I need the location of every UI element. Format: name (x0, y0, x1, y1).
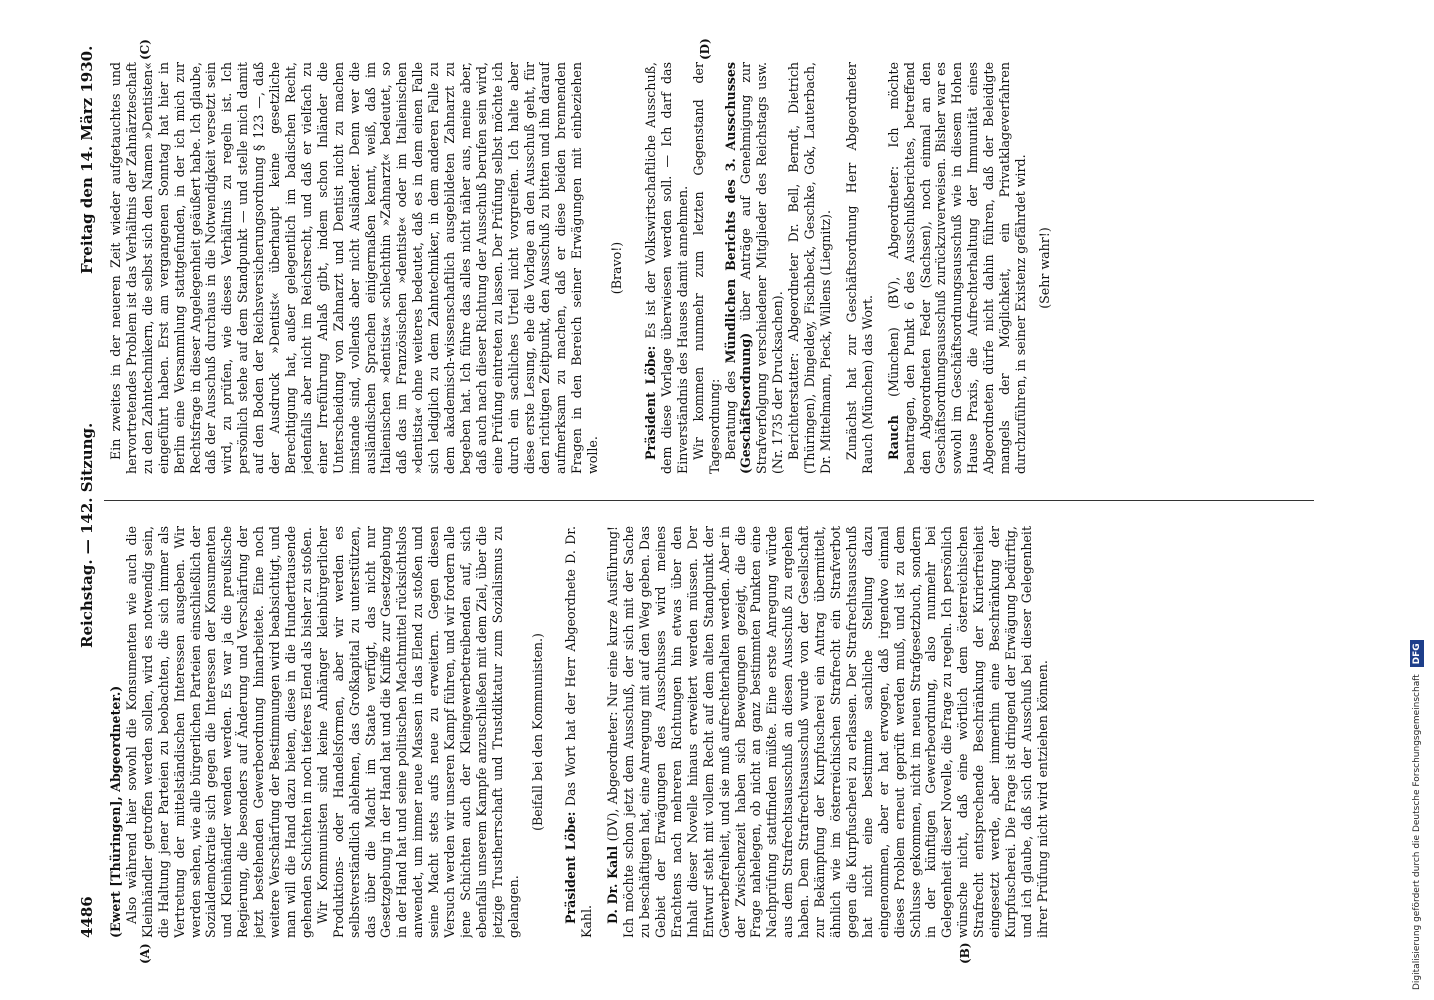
paragraph: Wir kommen nunmehr zum letzten Gegenstand der Tagesordnung: (690, 62, 722, 474)
speaker-name: Rauch (885, 415, 901, 460)
president-statement: Präsident Löbe: Das Wort hat der Herr Abgeordnete D. Dr. Kahl. (563, 526, 595, 938)
right-column (108, 62, 1313, 474)
header-session: Reichstag. — 142. Sitzung. (78, 422, 96, 648)
paragraph: Wir Kommunisten sind keine Anhänger kleinbürgerlicher Produktions- oder Handelsformen, aber wir werden es selbstverständlich ablehnen, das Großkapital zu unterstützen, das über die Macht im Staate verfügt, das nicht nur Gesetzgebung in der Hand hat und die Kniffe zur Gesetzgebung in der Hand hat und seine politischen Machtmittel rücksichtslos anwendet, um immer neue Massen in das Elend zu stoßen und seine Macht stets aufs neue zu erweitern. Gegen diesen Versuch werden wir unseren Kampf führen, und wir fordern alle jene Schichten auch der Kleingewerbetreibenden auf, sich ebenfalls unserem Kampfe anzuschließen mit dem Ziel, über die jetzige Trustherrschaft und Trustdiktatur zum Sozialismus zu gelangen. (314, 526, 521, 938)
speech-paragraph: Rauch (München) (BV), Abgeordneter: Ich möchte beantragen, den Punkt 6 des Ausschußberichtes, betreffend den Abgeordneten Feder (Sachsen), noch einmal an den Geschäftsordnungsausschuß zurückzuverweisen. Bisher war es sowohl im Geschäftsordnungsausschuß wie in diesem Hohen Hause Praxis, die Aufrechterhaltung der Immunität eines Abgeordneten dürfe nicht dahin führen, daß der Beleidigte mangels der Möglichkeit, ein Privatklageverfahren durchzuführen, in seiner Existenz gefährdet wird. (885, 62, 1028, 474)
speech-paragraph: D. Dr. Kahl (DV), Abgeordneter: Nur eine kurze Ausführung! Ich möchte schon jetzt dem Ausschuß, der sich mit der Sache zu beschäftigen hat, eine Anregung mit auf den Weg geben. Das Gebiet der Erwägungen des Ausschusses wird meines Erachtens nach mehreren Richtungen hin etwas über den Inhalt dieser Novelle hinaus erweitert werden müssen. Der Entwurf steht mit vollem Recht auf dem alten Standpunkt der Gewerbefreiheit, und sie muß aufrechterhalten werden. Aber in der Zwischenzeit haben sich Bewegungen gezeigt, die die Frage nahelegen, ob nicht an ganz bestimmten Punkten eine Nachprüfung stattfinden müßte. Eine erste Anregung würde aus dem Strafrechtsausschuß an diesen Ausschuß zu ergehen haben. Dem Strafrechtsausschuß wurde von der Gesellschaft zur Bekämpfung der Kurpfuscherei ein Antrag übermittelt, ähnlich wie im österreichischen Strafrecht ein Strafverbot gegen die Kurpfuscherei zu erlassen. Der Strafrechtsausschuß hat nicht eine bestimmte sachliche Stellung dazu eingenommen, aber er hat erwogen, daß irgendwo einmal dieses Problem erneut geprüft werden muß, und ist zu dem Schlusse gekommen, nicht im neuen Strafgesetzbuch, sondern in der künftigen Gewerbeordnung, also nunmehr bei Gelegenheit dieser Novelle, die Frage zu regeln. Ich persönlich wünsche nicht, daß eine wörtlich dem österreichischen Strafrecht entsprechende Beschränkung der Kurierfreiheit eingesetzt werde, aber immerhin eine Beschränkung der Kurpfuscherei. Die Frage ist dringend der Erwägung bedürftig, und ich glaube, daß sich der Ausschuß bei dieser Gelegenheit ihrer Prüfung nicht wird entziehen können. (605, 526, 1050, 938)
president-statement: Präsident Löbe: Es ist der Volkswirtschaftliche Ausschuß, dem diese Vorlage überwiesen werden soll. — Ich darf das Einverständnis des Hauses damit annehmen. (643, 62, 690, 474)
margin-marker-b: (B) (958, 942, 972, 964)
funding-note-text: Digitalisierung gefördert durch die Deutsche Forschungsgemeinschaft (1412, 674, 1422, 990)
reporters-list: Berichterstatter: Abgeordneter Dr. Bell, Berndt, Dietrich (Thüringen), Dingeldey, Fischbeck, Geschke, Gok, Lauterbach, Dr. Mittelmann, Pieck, Willens (Liegnitz). (786, 62, 833, 474)
speaker-name: Präsident Löbe: (563, 811, 579, 924)
speaker-tag: (Ewert [Thüringen], Abgeordneter.) (108, 685, 123, 938)
running-header (78, 45, 102, 938)
page-number: 4486 (78, 896, 96, 938)
header-date: Freitag den 14. März 1930. (78, 45, 96, 274)
margin-marker-a: (A) (138, 943, 152, 964)
applause-note: (Sehr wahr!) (1036, 227, 1052, 309)
applause-note: (Beifall bei den Kommunisten.) (529, 633, 545, 831)
paragraph: Zunächst hat zur Geschäftsordnung Herr Abgeordneter Rauch (München) das Wort. (843, 62, 875, 474)
dfg-logo: DFG (1410, 640, 1424, 667)
applause-note: (Bravo!) (609, 241, 625, 295)
paragraph: Also während hier sowohl die Konsumenten wie auch die Kleinhändler getroffen werden sollen, wird es notwendig sein, die Haltung jener Parteien zu beobachten, die sich immer als Vertretung der mittelständischen Interessen ausgeben. Wir werden sehen, wie alle bürgerlichen Parteien einschließlich der Sozialdemokratie sich gegen die Interessen der Konsumenten und Kleinhändler wenden werden. Es war ja die preußische Regierung, die besonders auf Änderung und Verschärfung der jetzt bestehenden Gewerbeordnung hinarbeitete. Eine noch weitere Verschärfung der Bestimmungen wird beabsichtigt, und man will die Hand dazu bieten, diese in die Hunderttausende gehenden Schichten in noch tieferes Elend als bisher zu stoßen. (123, 526, 314, 938)
document-page (78, 38, 1322, 964)
left-column (108, 526, 1313, 938)
agenda-item: Beratung des Mündlichen Berichts des 3. Ausschusses (Geschäftsordnung) über Anträge auf Genehmigung zur Strafverfolgung verschiedener Mitglieder des Reichstags usw. (Nr. 1735 der Drucksachen). (722, 62, 786, 474)
paragraph: Ein zweites in der neueren Zeit wieder aufgetauchtes und hervortretendes Problem ist das Verhältnis der Zahnärzteschaft zu den Zahntechnikern, die selbst sich den Namen »Dentisten« eingeführt haben. Erst am vergangenen Sonntag hat hier in Berlin eine Versammlung stattgefunden, in der ich mich zur Rechtsfrage in dieser Angelegenheit geäußert habe. Ich glaube, daß der Ausschuß durchaus in die Notwendigkeit versetzt sein wird, zu prüfen, wie dieses Verhältnis zu regeln ist. Ich persönlich stehe auf dem Standpunkt — und stelle mich damit auf den Boden der Reichsversicherungsordnung § 123 —, daß der Ausdruck »Dentist« überhaupt keine gesetzliche Berechtigung hat, außer gelegentlich im badischen Recht, jedenfalls aber nicht im Reichsrecht, und daß er vielfach zu einer Irreführung Anlaß gibt, indem schon Inländer die Unterscheidung von Zahnarzt und Dentist nicht zu machen imstande sind, vollends aber nicht Ausländer. Denn wer die ausländischen Sprachen einigermaßen kennt, weiß, daß im Italienischen »dentista« schlechthin »Zahnarzt« bedeutet, so daß das im Französischen »dentiste« oder im Italienischen »dentista« ohne weiteres bedeutet, daß es in dem einen Falle sich lediglich zu dem Zahntechniker, in dem anderen Falle zu dem akademisch-wissenschaftlich ausgebildeten Zahnarzt zu begeben hat. Ich führe das alles nicht näher aus, meine aber, daß auch nach dieser Richtung der Ausschuß berufen sein wird, eine Prüfung eintreten zu lassen. Der Prüfung selbst möchte ich durch ein sachliches Urteil nicht vorgreifen. Ich halte aber diese erste Lesung, ehe die Vorlage an den Ausschuß geht, für den richtigen Zeitpunkt, den Ausschuß zu bitten und ihn darauf aufmerksam zu machen, daß er diese beiden brennenden Fragen in den Bereich seiner Erwägungen mit einbeziehen wolle. (108, 62, 601, 474)
digitization-note (1410, 10, 1430, 990)
margin-marker-d: (D) (698, 38, 712, 60)
column-divider (104, 500, 1314, 501)
speaker-name: Präsident Löbe: (643, 345, 658, 460)
speaker-name: D. Dr. Kahl (605, 845, 621, 924)
margin-marker-c: (C) (138, 39, 152, 60)
